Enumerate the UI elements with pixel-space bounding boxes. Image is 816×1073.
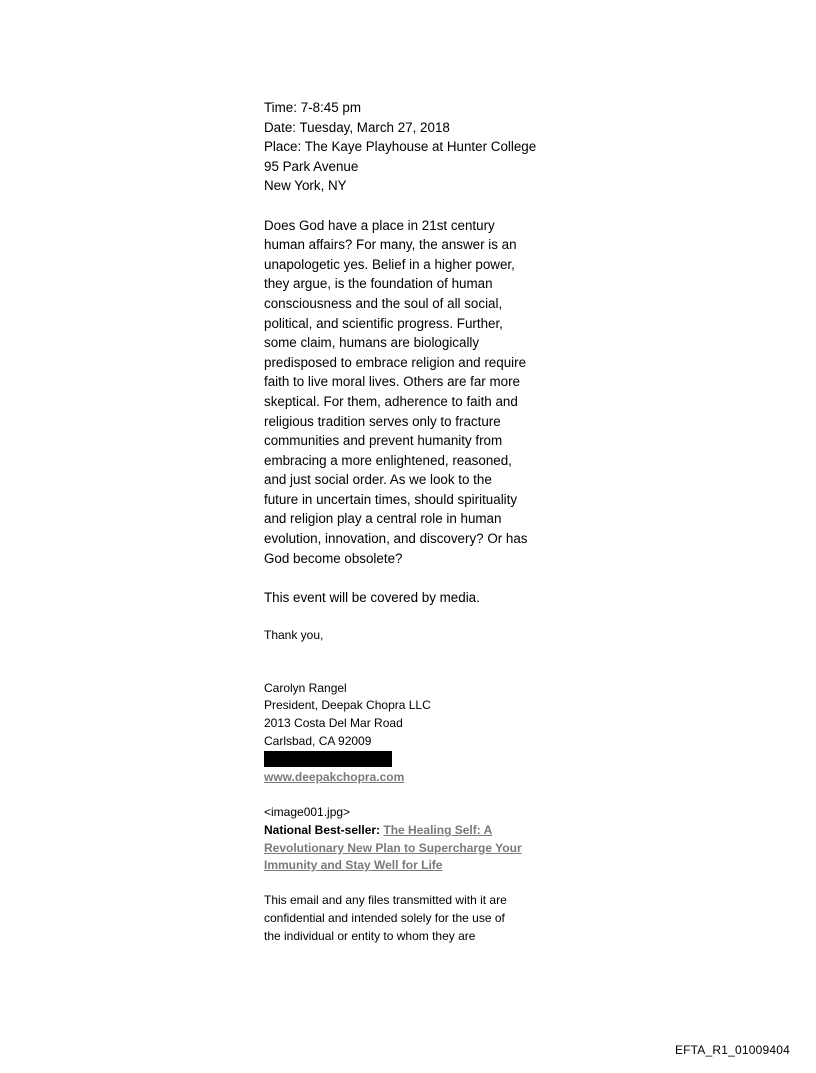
event-description — [264, 216, 564, 569]
signature-block — [264, 680, 564, 787]
description-line: they argue, is the foundation of human — [264, 276, 493, 292]
description-line: and just social order. As we look to the — [264, 472, 492, 488]
description-line: evolution, innovation, and discovery? Or has — [264, 531, 528, 547]
book-title-link[interactable]: Immunity and Stay Well for Life — [264, 858, 443, 873]
description-line: unapologetic yes. Belief in a higher power, — [264, 256, 515, 272]
description-line: God become obsolete? — [264, 550, 403, 566]
description-line: skeptical. For them, adherence to faith and — [264, 393, 518, 409]
signature-name: Carolyn Rangel — [264, 680, 347, 695]
email-body — [264, 98, 564, 945]
disclaimer-line: This email and any files transmitted with it are — [264, 893, 507, 908]
event-details — [264, 98, 564, 196]
book-title-link[interactable]: The Healing Self: A — [383, 822, 493, 837]
event-time: Time: 7-8:45 pm — [264, 100, 361, 115]
signature-city: Carlsbad, CA 92009 — [264, 733, 372, 748]
disclaimer — [264, 892, 564, 945]
event-address-line2: New York, NY — [264, 178, 347, 194]
event-date: Date: Tuesday, March 27, 2018 — [264, 119, 450, 135]
description-line: political, and scientific progress. Further, — [264, 315, 503, 331]
event-place: Place: The Kaye Playhouse at Hunter College — [264, 139, 537, 155]
description-line: embracing a more enlightened, reasoned, — [264, 452, 512, 468]
signature-street: 2013 Costa Del Mar Road — [264, 716, 403, 730]
description-line: human affairs? For many, the answer is an — [264, 237, 517, 253]
signature-title: President, Deepak Chopra LLC — [264, 698, 431, 713]
description-line: future in uncertain times, should spirituality — [264, 491, 518, 507]
redaction-bar — [264, 751, 392, 767]
closing: Thank you, — [264, 628, 324, 643]
description-line: and religion play a central role in human — [264, 511, 502, 527]
website-link[interactable]: www.deepakchopra.com — [264, 770, 405, 785]
disclaimer-line: the individual or entity to whom they are — [264, 928, 476, 943]
description-line: communities and prevent humanity from — [264, 433, 503, 449]
bestseller-block — [264, 804, 564, 874]
document-id: EFTA_R1_01009404 — [674, 1043, 790, 1057]
description-line: religious tradition serves only to fracture — [264, 413, 501, 429]
disclaimer-line: confidential and intended solely for the use of — [264, 910, 505, 925]
image-reference: <image001.jpg> — [264, 805, 351, 820]
media-note: This event will be covered by media. — [264, 589, 480, 605]
description-line: some claim, humans are biologically — [264, 335, 480, 351]
description-line: consciousness and the soul of all social, — [264, 295, 503, 311]
event-address-line1: 95 Park Avenue — [264, 158, 359, 174]
description-line: Does God have a place in 21st century — [264, 217, 495, 233]
bestseller-label: National Best-seller: — [264, 822, 381, 837]
description-line: predisposed to embrace religion and require — [264, 354, 527, 370]
description-line: faith to live moral lives. Others are far more — [264, 374, 520, 390]
book-title-link[interactable]: Revolutionary New Plan to Supercharge Your — [264, 840, 522, 855]
